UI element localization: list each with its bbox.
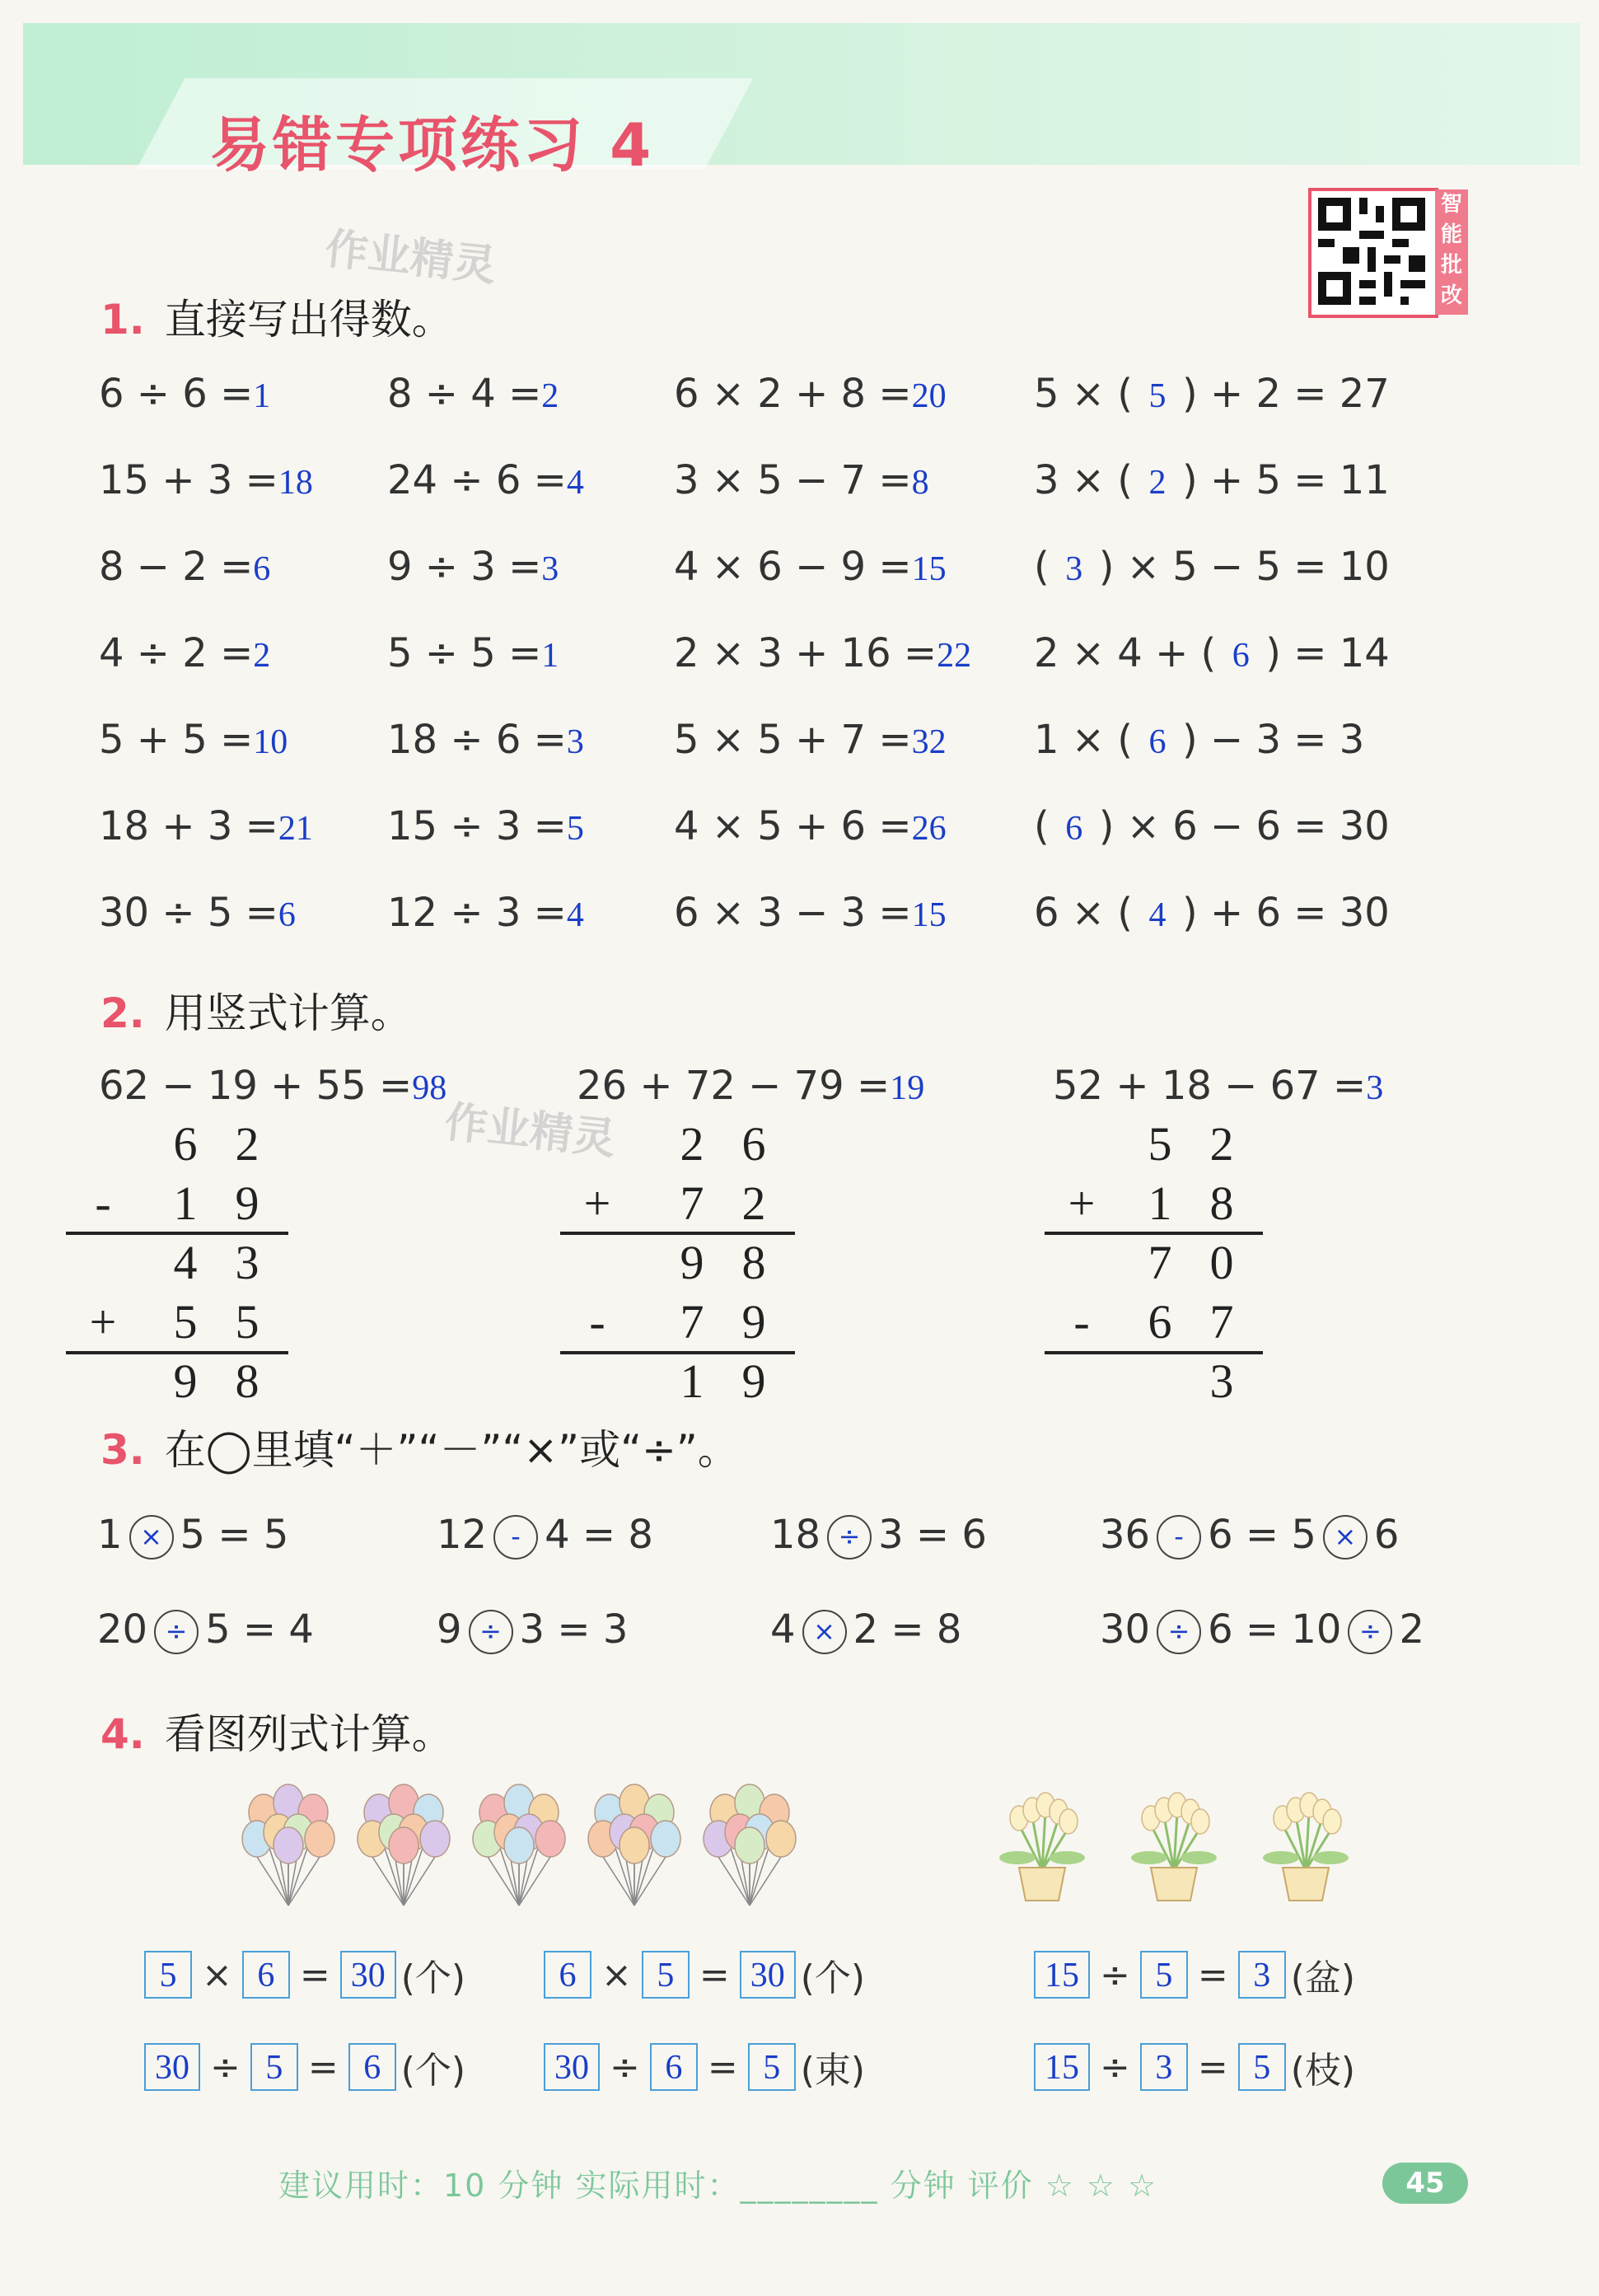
section-2-heading bbox=[101, 980, 412, 1040]
answer-text[interactable]: 10 bbox=[253, 723, 288, 761]
vertical-problem bbox=[1053, 1063, 1383, 1109]
answer-text[interactable]: 3 bbox=[1065, 550, 1083, 588]
digit-cell: 5 bbox=[173, 1295, 198, 1349]
section-number: 2. bbox=[101, 989, 145, 1037]
expression: 8 ÷ 4 = bbox=[387, 371, 542, 417]
arithmetic-problem bbox=[99, 544, 270, 590]
operator-circle[interactable]: ÷ bbox=[1348, 1610, 1392, 1654]
arithmetic-problem bbox=[387, 544, 559, 590]
expression: 4 ÷ 2 = bbox=[99, 630, 254, 676]
unit-label: (束) bbox=[800, 2050, 866, 2092]
digit-cell: + bbox=[1068, 1176, 1096, 1230]
expression: 8 − 2 = bbox=[99, 544, 254, 590]
answer-text[interactable]: 15 bbox=[911, 550, 947, 588]
expression: 4 × 6 − 9 = bbox=[674, 544, 912, 590]
answer-box[interactable]: 5 bbox=[250, 2043, 298, 2091]
arithmetic-problem bbox=[387, 371, 559, 417]
arithmetic-problem bbox=[387, 630, 559, 676]
answer-text[interactable]: 3 bbox=[541, 550, 559, 588]
vertical-calculation bbox=[1045, 1116, 1271, 1429]
operand: 6 = 5 bbox=[1208, 1512, 1316, 1558]
answer-text[interactable]: 6 bbox=[278, 896, 296, 934]
digit-cell: 4 bbox=[173, 1236, 198, 1289]
tag-char: 改 bbox=[1440, 283, 1462, 308]
unit-label: (个) bbox=[400, 2050, 466, 2092]
digit-cell: 5 bbox=[235, 1295, 259, 1349]
answer-box[interactable]: 5 bbox=[748, 2043, 796, 2091]
operator-circle[interactable]: ÷ bbox=[827, 1515, 872, 1560]
page-title: 易错专项练习 4 bbox=[210, 110, 655, 180]
expression: 18 + 3 = bbox=[99, 803, 278, 849]
expression: 12 ÷ 3 = bbox=[387, 890, 567, 936]
watermark: 作业精灵 bbox=[322, 224, 499, 292]
vertical-problem bbox=[577, 1063, 924, 1109]
answer-text[interactable]: 21 bbox=[278, 810, 313, 848]
qr-code-icon[interactable] bbox=[1318, 198, 1425, 305]
section-title: 直接写出得数。 bbox=[164, 296, 453, 344]
expr-prefix: 2 × 4 + ( bbox=[1034, 630, 1217, 676]
answer-text[interactable]: 15 bbox=[911, 896, 947, 934]
flower-pots-illustration bbox=[997, 1792, 1359, 1907]
answer-box[interactable]: 6 bbox=[348, 2043, 396, 2091]
vertical-calculation bbox=[560, 1116, 803, 1429]
operator-problem bbox=[97, 1606, 314, 1654]
unit-label: (个) bbox=[400, 1957, 466, 1999]
answer-text[interactable]: 2 bbox=[1148, 464, 1167, 502]
page-number: 45 bbox=[1382, 2163, 1468, 2204]
answer-text[interactable]: 6 bbox=[1065, 810, 1083, 848]
operator-problem bbox=[770, 1606, 961, 1654]
operator-problem bbox=[770, 1512, 987, 1560]
operand: 4 = 8 bbox=[545, 1512, 653, 1558]
digit-cell: 2 bbox=[235, 1117, 259, 1171]
expr-suffix: ) + 5 = 11 bbox=[1182, 457, 1390, 503]
arithmetic-problem bbox=[99, 717, 288, 763]
equals-sign: = bbox=[707, 2046, 738, 2088]
arithmetic-problem bbox=[1034, 457, 1390, 503]
digit-cell: 2 bbox=[741, 1176, 766, 1230]
digit-cell: + bbox=[583, 1176, 611, 1230]
answer-box[interactable]: 30 bbox=[544, 2043, 600, 2091]
expr-suffix: ) + 2 = 27 bbox=[1182, 371, 1390, 417]
answer-text[interactable]: 4 bbox=[1148, 896, 1167, 934]
expression: 9 ÷ 3 = bbox=[387, 544, 542, 590]
expression: 24 ÷ 6 = bbox=[387, 457, 567, 503]
footer-time-rating: 建议用时：10 分钟 实际用时：________ 分钟 评价 ☆ ☆ ☆ bbox=[278, 2167, 1158, 2204]
answer-text[interactable]: 5 bbox=[566, 810, 584, 848]
digit-cell: 6 bbox=[173, 1117, 198, 1171]
digit-cell: 9 bbox=[680, 1236, 704, 1289]
answer-text[interactable]: 8 bbox=[911, 464, 929, 502]
sum-line bbox=[560, 1232, 795, 1235]
operator-circle[interactable]: × bbox=[802, 1610, 847, 1654]
expr-suffix: ) = 14 bbox=[1265, 630, 1390, 676]
sum-line bbox=[560, 1351, 795, 1354]
answer-text[interactable]: 5 bbox=[1148, 377, 1167, 415]
operand: 6 = 10 bbox=[1208, 1606, 1342, 1653]
arithmetic-problem bbox=[1034, 717, 1364, 763]
expression: 18 ÷ 6 = bbox=[387, 717, 567, 763]
expression: 15 + 3 = bbox=[99, 457, 278, 503]
operand: 18 bbox=[770, 1512, 821, 1558]
expression: 15 ÷ 3 = bbox=[387, 803, 567, 849]
expr-prefix: 6 × ( bbox=[1034, 890, 1133, 936]
answer-text[interactable]: 20 bbox=[911, 377, 947, 415]
digit-cell: 5 bbox=[1148, 1117, 1172, 1171]
answer-text[interactable]: 22 bbox=[937, 637, 972, 675]
answer-text[interactable]: 1 bbox=[541, 637, 559, 675]
digit-cell: 1 bbox=[680, 1354, 704, 1408]
answer-box[interactable]: 5 bbox=[144, 1951, 192, 1999]
expr-suffix: ) + 6 = 30 bbox=[1182, 890, 1390, 936]
operator-problem bbox=[437, 1606, 628, 1654]
equals-sign: = bbox=[299, 1953, 330, 1996]
arithmetic-problem bbox=[99, 630, 270, 676]
picture-equation bbox=[144, 1948, 465, 2001]
answer-text[interactable]: 18 bbox=[278, 464, 313, 502]
picture-equation bbox=[544, 2041, 865, 2093]
arithmetic-problem bbox=[99, 890, 296, 936]
operand: 3 = 6 bbox=[878, 1512, 987, 1558]
digit-cell: 1 bbox=[173, 1176, 198, 1230]
operand: 4 bbox=[770, 1606, 796, 1653]
operator: ÷ bbox=[610, 2046, 640, 2088]
answer-text[interactable]: 3 bbox=[566, 723, 584, 761]
answer-text[interactable]: 6 bbox=[1232, 637, 1250, 675]
operator-circle[interactable]: × bbox=[129, 1515, 174, 1560]
digit-cell: - bbox=[95, 1176, 111, 1230]
answer-box[interactable]: 3 bbox=[1140, 2043, 1188, 2091]
answer-box[interactable]: 6 bbox=[242, 1951, 290, 1999]
operator-problem bbox=[1100, 1512, 1399, 1560]
expression: 62 − 19 + 55 = bbox=[99, 1063, 413, 1109]
operand: 5 = 4 bbox=[205, 1606, 314, 1653]
digit-cell: 7 bbox=[1148, 1236, 1172, 1289]
answer-box[interactable]: 5 bbox=[1238, 2043, 1286, 2091]
balloon-bunches-illustration bbox=[231, 1784, 824, 1915]
arithmetic-problem bbox=[674, 630, 971, 676]
expression: 52 + 18 − 67 = bbox=[1053, 1063, 1367, 1109]
tag-char: 批 bbox=[1440, 253, 1462, 278]
answer-text[interactable]: 32 bbox=[911, 723, 947, 761]
answer-text[interactable]: 26 bbox=[911, 810, 947, 848]
section-number: 4. bbox=[101, 1710, 145, 1758]
digit-cell: 3 bbox=[1209, 1354, 1234, 1408]
operator: × bbox=[202, 1953, 232, 1996]
digit-cell: 8 bbox=[741, 1236, 766, 1289]
expr-prefix: ( bbox=[1034, 803, 1050, 849]
picture-equation bbox=[544, 1948, 865, 2001]
expression: 6 × 3 − 3 = bbox=[674, 890, 912, 936]
expression: 26 + 72 − 79 = bbox=[577, 1063, 891, 1109]
vertical-calculation bbox=[66, 1116, 297, 1429]
expr-prefix: 5 × ( bbox=[1034, 371, 1133, 417]
operator-problem bbox=[437, 1512, 653, 1560]
operand: 3 = 3 bbox=[519, 1606, 629, 1653]
operand: 2 = 8 bbox=[853, 1606, 962, 1653]
smart-grading-tag bbox=[1435, 189, 1468, 315]
answer-text[interactable]: 4 bbox=[566, 896, 584, 934]
arithmetic-problem bbox=[1034, 890, 1390, 936]
digit-cell: 1 bbox=[1148, 1176, 1172, 1230]
arithmetic-problem bbox=[674, 457, 929, 503]
answer-box[interactable]: 30 bbox=[340, 1951, 396, 1999]
section-number: 1. bbox=[101, 296, 145, 344]
operand: 12 bbox=[437, 1512, 488, 1558]
operator-problem bbox=[1100, 1606, 1424, 1654]
vertical-problem bbox=[99, 1063, 447, 1109]
answer-text[interactable]: 2 bbox=[253, 637, 271, 675]
digit-cell: 8 bbox=[235, 1354, 259, 1408]
digit-cell: 9 bbox=[741, 1295, 766, 1349]
arithmetic-problem bbox=[674, 371, 947, 417]
operand: 5 = 5 bbox=[180, 1512, 289, 1558]
expr-prefix: ( bbox=[1034, 544, 1050, 590]
digit-cell: - bbox=[1073, 1295, 1090, 1349]
tag-char: 能 bbox=[1440, 222, 1462, 247]
digit-cell: 0 bbox=[1209, 1236, 1234, 1289]
section-3-heading bbox=[101, 1417, 739, 1476]
answer-box[interactable]: 30 bbox=[144, 2043, 200, 2091]
operand: 36 bbox=[1100, 1512, 1151, 1558]
answer-text[interactable]: 6 bbox=[1148, 723, 1167, 761]
digit-cell: 2 bbox=[1209, 1117, 1234, 1171]
digit-cell: 3 bbox=[235, 1236, 259, 1289]
answer-box[interactable]: 5 bbox=[1140, 1951, 1188, 1999]
section-title: 用竖式计算。 bbox=[164, 989, 412, 1037]
operand: 20 bbox=[97, 1606, 148, 1653]
answer-box[interactable]: 15 bbox=[1034, 2043, 1090, 2091]
digit-cell: 7 bbox=[1209, 1295, 1234, 1349]
answer-box[interactable]: 6 bbox=[650, 2043, 698, 2091]
unit-label: (枝) bbox=[1290, 2050, 1356, 2092]
expression: 5 + 5 = bbox=[99, 717, 254, 763]
picture-equation bbox=[1034, 2041, 1355, 2093]
operator: ÷ bbox=[1100, 2046, 1130, 2088]
unit-label: (个) bbox=[800, 1957, 866, 1999]
answer-text[interactable]: 3 bbox=[1366, 1069, 1384, 1107]
answer-text[interactable]: 1 bbox=[253, 377, 271, 415]
expr-prefix: 3 × ( bbox=[1034, 457, 1133, 503]
operand: 6 bbox=[1373, 1512, 1400, 1558]
operator-problem bbox=[97, 1512, 288, 1560]
equals-sign: = bbox=[307, 2046, 339, 2088]
arithmetic-problem bbox=[99, 457, 313, 503]
arithmetic-problem bbox=[1034, 803, 1390, 849]
operator-circle[interactable]: ÷ bbox=[154, 1610, 199, 1654]
arithmetic-problem bbox=[1034, 371, 1390, 417]
operator-circle[interactable]: × bbox=[1323, 1515, 1368, 1560]
operator-circle[interactable]: ÷ bbox=[469, 1610, 513, 1654]
digit-cell: 6 bbox=[741, 1117, 766, 1171]
answer-box[interactable]: 30 bbox=[740, 1951, 796, 1999]
operator-circle[interactable]: - bbox=[493, 1515, 538, 1560]
answer-text[interactable]: 6 bbox=[253, 550, 271, 588]
sum-line bbox=[1045, 1351, 1263, 1354]
digit-cell: 7 bbox=[680, 1295, 704, 1349]
expr-suffix: ) × 5 − 5 = 10 bbox=[1098, 544, 1390, 590]
section-number: 3. bbox=[101, 1426, 145, 1474]
answer-box[interactable]: 5 bbox=[642, 1951, 690, 1999]
operator: × bbox=[601, 1953, 632, 1996]
answer-box[interactable]: 6 bbox=[544, 1951, 591, 1999]
digit-cell: 2 bbox=[680, 1117, 704, 1171]
answer-box[interactable]: 15 bbox=[1034, 1951, 1090, 1999]
answer-box[interactable]: 3 bbox=[1238, 1951, 1286, 1999]
arithmetic-problem bbox=[387, 803, 584, 849]
answer-text[interactable]: 19 bbox=[890, 1069, 925, 1107]
operand: 9 bbox=[437, 1606, 462, 1653]
operator-circle[interactable]: - bbox=[1157, 1515, 1201, 1560]
sum-line bbox=[66, 1351, 288, 1354]
expr-prefix: 1 × ( bbox=[1034, 717, 1133, 763]
digit-cell: - bbox=[589, 1295, 605, 1349]
operator: ÷ bbox=[210, 2046, 241, 2088]
expr-suffix: ) × 6 − 6 = 30 bbox=[1098, 803, 1390, 849]
operator-circle[interactable]: ÷ bbox=[1157, 1610, 1201, 1654]
digit-cell: + bbox=[89, 1295, 117, 1349]
arithmetic-problem bbox=[387, 717, 584, 763]
arithmetic-problem bbox=[387, 890, 584, 936]
arithmetic-problem bbox=[387, 457, 584, 503]
expression: 30 ÷ 5 = bbox=[99, 890, 278, 936]
digit-cell: 6 bbox=[1148, 1295, 1172, 1349]
operand: 2 bbox=[1399, 1606, 1424, 1653]
digit-cell: 9 bbox=[235, 1176, 259, 1230]
expression: 3 × 5 − 7 = bbox=[674, 457, 912, 503]
arithmetic-problem bbox=[1034, 630, 1390, 676]
picture-equation bbox=[1034, 1948, 1355, 2001]
unit-label: (盆) bbox=[1290, 1957, 1356, 1999]
arithmetic-problem bbox=[1034, 544, 1390, 590]
arithmetic-problem bbox=[674, 544, 947, 590]
operand: 1 bbox=[97, 1512, 123, 1558]
expression: 6 ÷ 6 = bbox=[99, 371, 254, 417]
expression: 5 × 5 + 7 = bbox=[674, 717, 912, 763]
expr-suffix: ) − 3 = 3 bbox=[1182, 717, 1365, 763]
section-4-heading bbox=[101, 1701, 453, 1761]
expression: 4 × 5 + 6 = bbox=[674, 803, 912, 849]
equals-sign: = bbox=[1197, 1953, 1228, 1996]
answer-text[interactable]: 2 bbox=[541, 377, 559, 415]
digit-cell: 9 bbox=[741, 1354, 766, 1408]
arithmetic-problem bbox=[99, 371, 270, 417]
sum-line bbox=[66, 1232, 288, 1235]
sum-line bbox=[1045, 1232, 1263, 1235]
section-title: 看图列式计算。 bbox=[164, 1710, 453, 1758]
expression: 6 × 2 + 8 = bbox=[674, 371, 912, 417]
expression: 5 ÷ 5 = bbox=[387, 630, 542, 676]
expression: 2 × 3 + 16 = bbox=[674, 630, 937, 676]
arithmetic-problem bbox=[674, 890, 947, 936]
equals-sign: = bbox=[699, 1953, 730, 1996]
arithmetic-problem bbox=[674, 803, 947, 849]
watermark: 作业精灵 bbox=[442, 1097, 619, 1165]
digit-cell: 7 bbox=[680, 1176, 704, 1230]
arithmetic-problem bbox=[99, 803, 313, 849]
section-title: 在◯里填“＋”“－”“×”或“÷”。 bbox=[164, 1426, 739, 1474]
answer-text[interactable]: 98 bbox=[412, 1069, 447, 1107]
tag-char: 智 bbox=[1440, 192, 1462, 217]
operator: ÷ bbox=[1100, 1953, 1130, 1996]
equals-sign: = bbox=[1197, 2046, 1228, 2088]
arithmetic-problem bbox=[674, 717, 947, 763]
operand: 30 bbox=[1100, 1606, 1151, 1653]
answer-text[interactable]: 4 bbox=[566, 464, 584, 502]
digit-cell: 9 bbox=[173, 1354, 198, 1408]
picture-equation bbox=[144, 2041, 465, 2093]
section-1-heading bbox=[101, 287, 453, 346]
digit-cell: 8 bbox=[1209, 1176, 1234, 1230]
